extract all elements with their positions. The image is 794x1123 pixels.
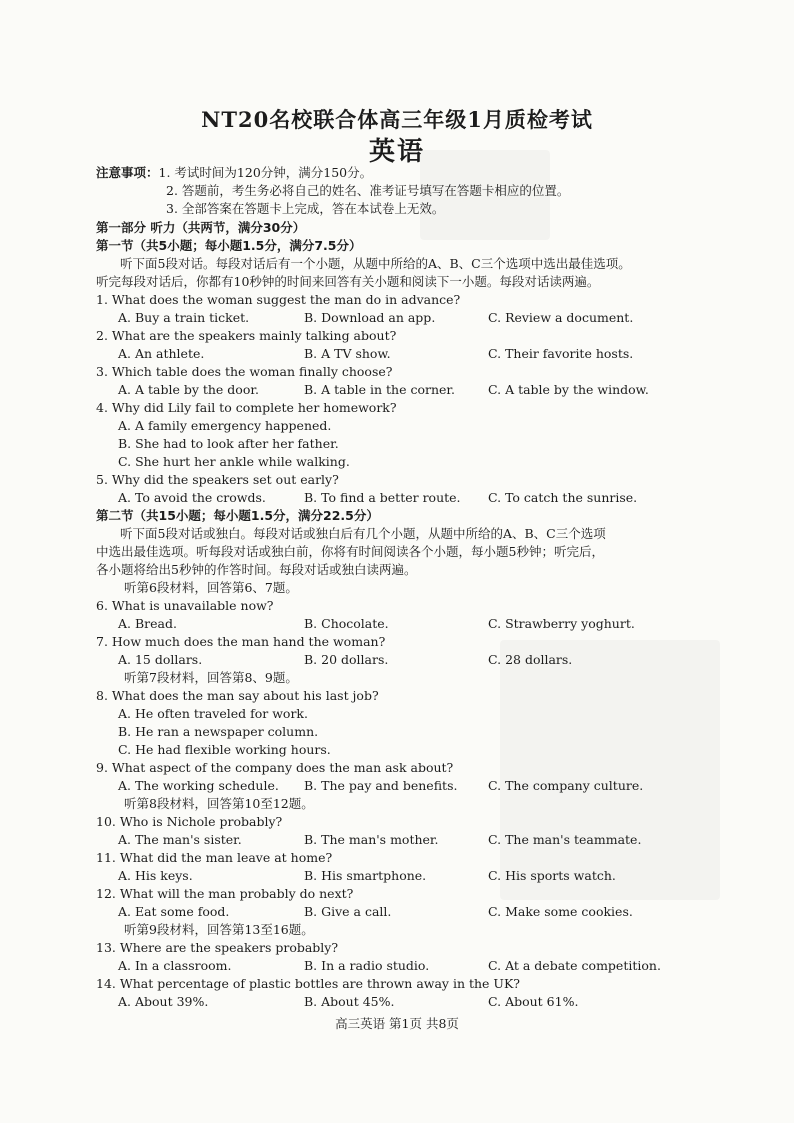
option-c: C. About 61%.: [488, 994, 579, 1009]
option-c: C. Strawberry yoghurt.: [488, 616, 635, 631]
note-item: 1. 考试时间为120分钟，满分150分。: [158, 165, 373, 180]
option-a: A. The working schedule.: [118, 778, 279, 793]
options-row: [96, 381, 716, 399]
option-b: B. Download an app.: [304, 310, 436, 325]
option-b: B. A TV show.: [304, 346, 391, 361]
question: 5. Why did the speakers set out early?: [96, 472, 339, 487]
option-a: A. He often traveled for work.: [118, 706, 308, 721]
option-a: A. About 39%.: [118, 994, 209, 1009]
option-a: A. The man's sister.: [118, 832, 242, 847]
option-b: B. The man's mother.: [304, 832, 439, 847]
option-a: A. His keys.: [118, 868, 193, 883]
options-row: [96, 309, 716, 327]
instructions: 各小题将给出5秒钟的作答时间。每段对话或独白读两遍。: [96, 562, 417, 577]
notes-label: 注意事项：: [96, 165, 159, 180]
material-note: 听第7段材料，回答第8、9题。: [124, 670, 298, 685]
material-note: 听第9段材料，回答第13至16题。: [124, 922, 314, 937]
question: 2. What are the speakers mainly talking about?: [96, 328, 397, 343]
option-c: C. Make some cookies.: [488, 904, 633, 919]
option-a: A. 15 dollars.: [118, 652, 203, 667]
part-heading: 第一部分 听力（共两节，满分30分）: [96, 220, 306, 235]
question: 11. What did the man leave at home?: [96, 850, 333, 865]
question: 8. What does the man say about his last job?: [96, 688, 379, 703]
option-b: B. About 45%.: [304, 994, 395, 1009]
option-b: B. A table in the corner.: [304, 382, 455, 397]
options-row: [96, 831, 716, 849]
option-b: B. In a radio studio.: [304, 958, 430, 973]
option-b: B. Chocolate.: [304, 616, 389, 631]
option-a: A. Eat some food.: [118, 904, 230, 919]
question: 13. Where are the speakers probably?: [96, 940, 339, 955]
options-row: [96, 777, 716, 795]
material-note: 听第8段材料，回答第10至12题。: [124, 796, 314, 811]
option-c: C. The man's teammate.: [488, 832, 642, 847]
question: 3. Which table does the woman finally choose?: [96, 364, 393, 379]
exam-body: [96, 219, 716, 1011]
instructions: 中选出最佳选项。听每段对话或独白前，你将有时间阅读各个小题，每小题5秒钟；听完后，: [96, 544, 604, 559]
question: 6. What is unavailable now?: [96, 598, 274, 613]
instructions: 听完每段对话后，你都有10秒钟的时间来回答有关小题和阅读下一小题。每段对话读两遍。: [96, 274, 600, 289]
options-row: [96, 903, 716, 921]
option-b: B. 20 dollars.: [304, 652, 389, 667]
subject-title: 英语: [368, 137, 425, 167]
option-a: A. In a classroom.: [118, 958, 232, 973]
option-b: B. The pay and benefits.: [304, 778, 458, 793]
option-c: C. She hurt her ankle while walking.: [118, 454, 350, 469]
question: 10. Who is Nichole probably?: [96, 814, 283, 829]
exam-notes: [96, 164, 569, 218]
section-heading: 第一节（共5小题；每小题1.5分，满分7.5分）: [96, 238, 362, 253]
options-row: [96, 345, 716, 363]
option-b: B. His smartphone.: [304, 868, 427, 883]
section-heading: 第二节（共15小题；每小题1.5分，满分22.5分）: [96, 508, 379, 523]
options-row: [96, 489, 716, 507]
page-title: NT20名校联合体高三年级1月质检考试: [201, 107, 593, 132]
instructions: 听下面5段对话。每段对话后有一个小题，从题中所给的A、B、C三个选项中选出最佳选项。: [120, 256, 631, 271]
option-c: C. 28 dollars.: [488, 652, 573, 667]
question: 4. Why did Lily fail to complete her homework?: [96, 400, 397, 415]
option-b: B. She had to look after her father.: [118, 436, 339, 451]
option-a: A. An athlete.: [118, 346, 205, 361]
question: 7. How much does the man hand the woman?: [96, 634, 386, 649]
option-a: A. To avoid the crowds.: [118, 490, 266, 505]
option-c: C. His sports watch.: [488, 868, 616, 883]
option-b: B. To find a better route.: [304, 490, 461, 505]
option-a: A. A table by the door.: [118, 382, 259, 397]
option-a: A. A family emergency happened.: [118, 418, 332, 433]
note-item: 3. 全部答案在答题卡上完成，答在本试卷上无效。: [166, 201, 445, 216]
options-row: [96, 615, 716, 633]
option-c: C. Review a document.: [488, 310, 634, 325]
page-footer: 高三英语 第1页 共8页: [335, 1016, 459, 1031]
option-c: C. A table by the window.: [488, 382, 649, 397]
options-row: [96, 993, 716, 1011]
option-c: C. To catch the sunrise.: [488, 490, 638, 505]
options-row: [96, 651, 716, 669]
option-c: C. Their favorite hosts.: [488, 346, 634, 361]
option-a: A. Bread.: [118, 616, 177, 631]
option-b: B. Give a call.: [304, 904, 392, 919]
question: 1. What does the woman suggest the man do in advance?: [96, 292, 461, 307]
instructions: 听下面5段对话或独白。每段对话或独白后有几个小题，从题中所给的A、B、C三个选项: [120, 526, 606, 541]
option-c: C. At a debate competition.: [488, 958, 661, 973]
option-c: C. He had flexible working hours.: [118, 742, 331, 757]
option-b: B. He ran a newspaper column.: [118, 724, 319, 739]
question: 12. What will the man probably do next?: [96, 886, 354, 901]
options-row: [96, 867, 716, 885]
options-row: [96, 957, 716, 975]
option-c: C. The company culture.: [488, 778, 644, 793]
option-a: A. Buy a train ticket.: [118, 310, 250, 325]
material-note: 听第6段材料，回答第6、7题。: [124, 580, 298, 595]
question: 14. What percentage of plastic bottles are thrown away in the UK?: [96, 976, 520, 991]
question: 9. What aspect of the company does the man ask about?: [96, 760, 454, 775]
note-item: 2. 答题前，考生务必将自己的姓名、准考证号填写在答题卡相应的位置。: [166, 183, 570, 198]
